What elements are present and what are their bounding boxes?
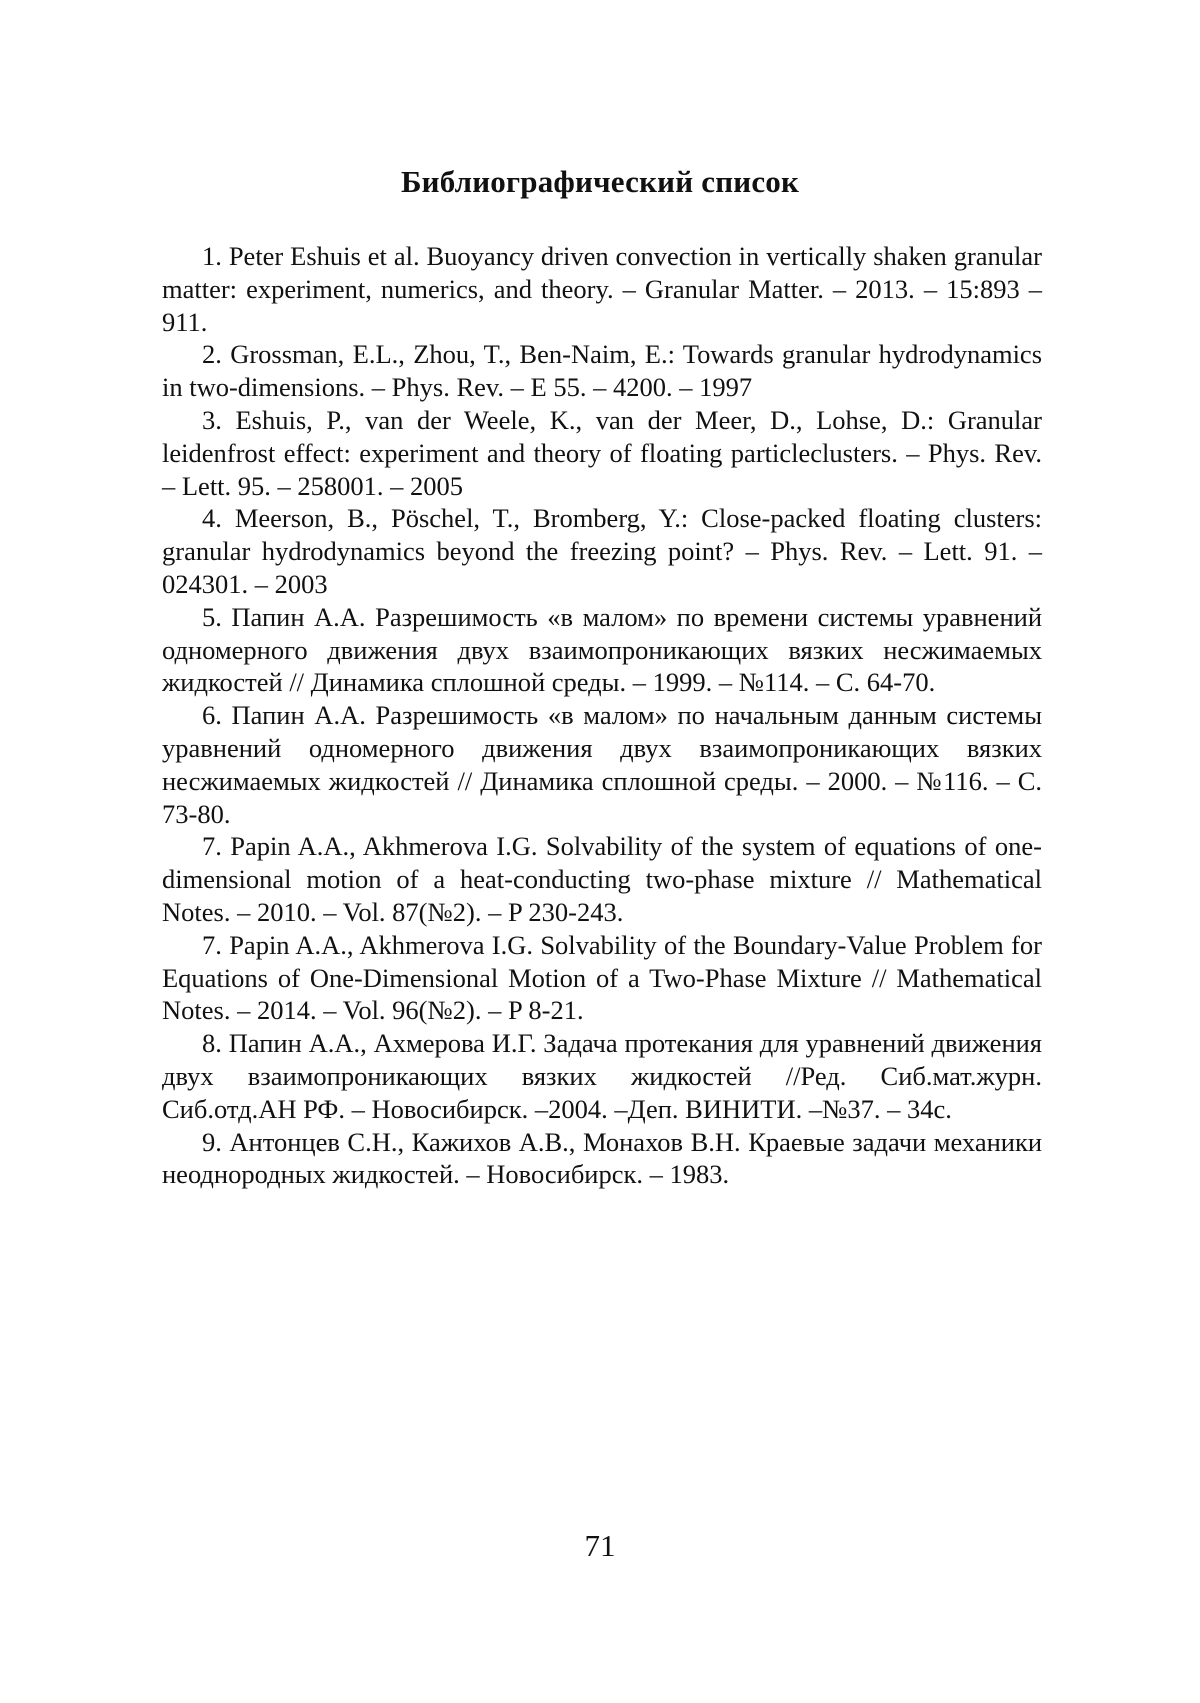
reference-text: Papin A.A., Akhmerova I.G. Solvability of the system of equations of one-dimensional motion of a heat-conducting two-phase mixture // Mathematical Notes. – 2010. – Vol. 87(№2). – P 230-243. bbox=[162, 831, 1042, 927]
reference-text: Meerson, B., Pöschel, T., Bromberg, Y.: Close-packed floating clusters: granular hydrodynamics beyond the freezing point? – Phys. Rev. – Lett. 91. – 024301. – 2003 bbox=[162, 503, 1042, 599]
reference-text: Папин А.А. Разрешимость «в малом» по времени системы уравнений одномерного движения двух взаимопроникающих вязких несжимаемых жидкостей // Динамика сплошной среды. – 1999. – №114. – С. 64-70. bbox=[162, 602, 1042, 698]
reference-item bbox=[162, 929, 1042, 1027]
reference-text: Peter Eshuis et al. Buoyancy driven convection in vertically shaken granular matter: experiment, numerics, and theory. – Granular Matter. – 2013. – 15:893 – 911. bbox=[162, 241, 1042, 337]
reference-item bbox=[162, 830, 1042, 928]
reference-item bbox=[162, 404, 1042, 502]
reference-item bbox=[162, 240, 1042, 338]
reference-number: 5. bbox=[202, 602, 222, 632]
reference-text: Папин А.А., Ахмерова И.Г. Задача протекания для уравнений движения двух взаимопроникающих вязких жидкостей //Ред. Сиб.мат.журн. Сиб.отд.АН РФ. – Новосибирск. –2004. –Деп. ВИНИТИ. –№37. – 34с. bbox=[162, 1028, 1042, 1124]
document-page bbox=[0, 0, 1200, 1703]
reference-number: 2. bbox=[202, 339, 222, 369]
reference-number: 8. bbox=[202, 1028, 222, 1058]
page-number: 71 bbox=[0, 1528, 1200, 1564]
reference-text: Papin A.A., Akhmerova I.G. Solvability of the Boundary-Value Problem for Equations of One-Dimensional Motion of a Two-Phase Mixture // Mathematical Notes. – 2014. – Vol. 96(№2). – P 8-21. bbox=[162, 930, 1042, 1026]
reference-number: 4. bbox=[202, 503, 222, 533]
reference-item bbox=[162, 502, 1042, 600]
reference-text: Антонцев С.Н., Кажихов А.В., Монахов В.Н. Краевые задачи механики неоднородных жидкостей. – Новосибирск. – 1983. bbox=[162, 1127, 1042, 1190]
reference-item bbox=[162, 338, 1042, 404]
reference-text: Grossman, E.L., Zhou, T., Ben-Naim, E.: Towards granular hydrodynamics in two-dimensions. – Phys. Rev. – E 55. – 4200. – 1997 bbox=[162, 339, 1042, 402]
reference-list bbox=[162, 240, 1042, 1191]
reference-number: 7. bbox=[202, 831, 222, 861]
reference-text: Папин А.А. Разрешимость «в малом» по начальным данным системы уравнений одномерного движения двух взаимопроникающих вязких несжимаемых жидкостей // Динамика сплошной среды. – 2000. – №116. – С. 73-80. bbox=[162, 700, 1042, 828]
reference-item bbox=[162, 1126, 1042, 1192]
reference-item bbox=[162, 699, 1042, 830]
reference-number: 6. bbox=[202, 700, 222, 730]
page-title: Библиографический список bbox=[0, 164, 1200, 200]
reference-number: 7. bbox=[202, 930, 222, 960]
reference-item bbox=[162, 1027, 1042, 1125]
reference-text: Eshuis, P., van der Weele, K., van der Meer, D., Lohse, D.: Granular leidenfrost effect: experiment and theory of floating particleclusters. – Phys. Rev. – Lett. 95. – 258001. – 2005 bbox=[162, 405, 1042, 501]
reference-number: 9. bbox=[202, 1127, 222, 1157]
reference-number: 1. bbox=[202, 241, 222, 271]
reference-number: 3. bbox=[202, 405, 222, 435]
reference-item bbox=[162, 601, 1042, 699]
